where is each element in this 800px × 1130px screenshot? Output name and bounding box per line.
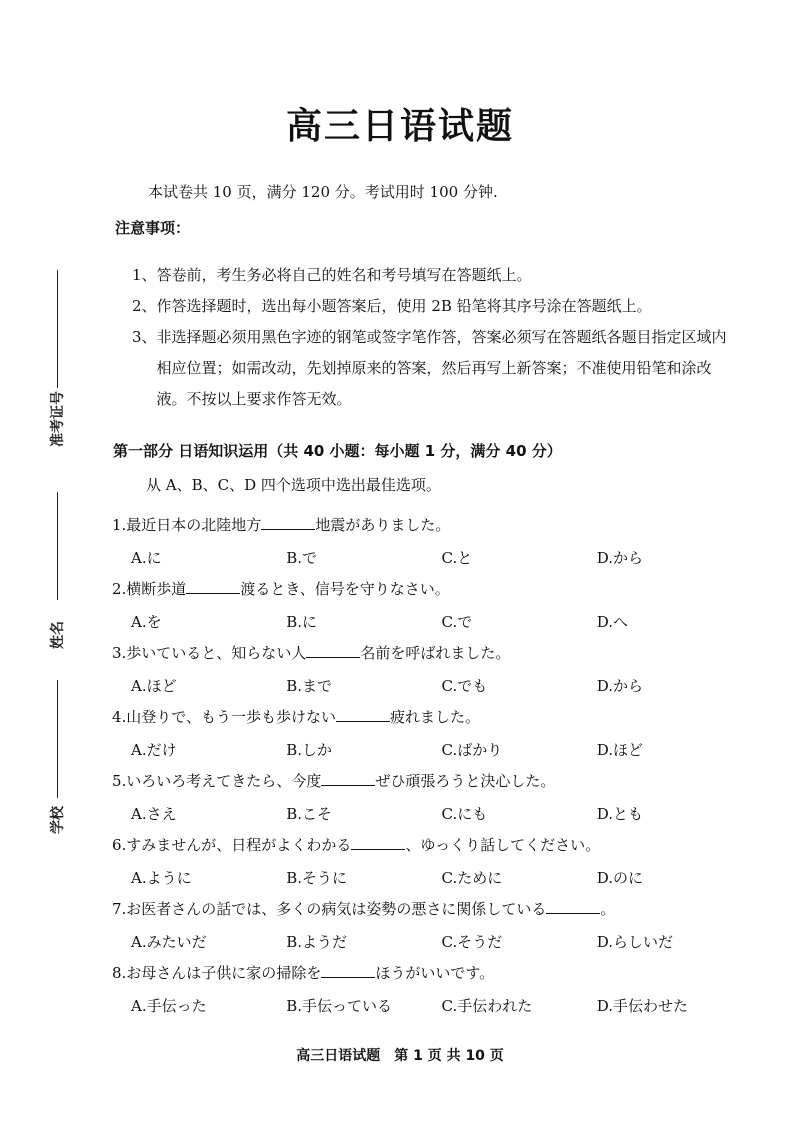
- option-c: C.で: [441, 613, 473, 631]
- option-d: D.らしいだ: [596, 933, 674, 951]
- option-b: B.そうに: [286, 869, 348, 887]
- option-row: [112, 734, 752, 766]
- question-stem-before: 5.いろいろ考えてきたら、今度: [112, 772, 322, 790]
- question-stem-after: ほうがいいです。: [375, 964, 495, 982]
- question-item: [112, 702, 752, 766]
- option-b: B.こそ: [286, 805, 333, 823]
- question-stem-after: 。: [600, 900, 616, 918]
- option-row: [112, 606, 752, 638]
- question-text: [112, 894, 752, 926]
- option-row: [112, 990, 752, 1022]
- question-text: [112, 574, 752, 606]
- option-c: C.ために: [441, 869, 503, 887]
- answer-blank: [351, 837, 405, 850]
- option-d: D.とも: [596, 805, 644, 823]
- option-a: A.だけ: [131, 741, 177, 759]
- question-text: [112, 702, 752, 734]
- option-d: D.手伝わせた: [596, 997, 689, 1015]
- option-d: D.のに: [596, 869, 644, 887]
- option-a: A.みたいだ: [131, 933, 207, 951]
- notice-item-text: 答卷前，考生务必将自己的姓名和考号填写在答题纸上。: [156, 266, 532, 284]
- answer-blank: [306, 645, 360, 658]
- option-row: [112, 670, 752, 702]
- notice-list: [132, 260, 732, 415]
- question-stem-after: 疲れました。: [390, 708, 481, 726]
- option-c: C.でも: [441, 677, 488, 695]
- option-b: B.で: [286, 549, 318, 567]
- section-title: 第一部分 日语知识运用（共 40 小题：每小题 1 分，满分 40 分）: [113, 442, 562, 460]
- option-a: A.に: [131, 549, 162, 567]
- option-row: [112, 542, 752, 574]
- option-b: B.手伝っている: [286, 997, 393, 1015]
- notice-item: [132, 291, 732, 322]
- question-item: [112, 958, 752, 1022]
- question-stem-before: 6.すみませんが、日程がよくわかる: [112, 836, 352, 854]
- option-c: C.にも: [441, 805, 488, 823]
- question-stem-after: 渡るとき、信号を守りなさい。: [240, 580, 450, 598]
- option-row: [112, 926, 752, 958]
- question-item: [112, 894, 752, 958]
- option-c: C.そうだ: [441, 933, 503, 951]
- option-c: C.手伝われた: [441, 997, 533, 1015]
- question-item: [112, 574, 752, 638]
- question-item: [112, 510, 752, 574]
- question-stem-before: 2.横断歩道: [112, 580, 187, 598]
- margin-line-school: [57, 680, 58, 798]
- question-text: [112, 638, 752, 670]
- question-item: [112, 638, 752, 702]
- question-list: [112, 510, 752, 1022]
- option-a: A.を: [131, 613, 162, 631]
- notice-item-number: 3、: [132, 328, 157, 346]
- option-b: B.に: [286, 613, 318, 631]
- option-a: A.手伝った: [131, 997, 207, 1015]
- question-stem-before: 3.歩いていると、知らない人: [112, 644, 307, 662]
- answer-blank: [261, 517, 315, 530]
- question-stem-before: 1.最近日本の北陸地方: [112, 516, 262, 534]
- question-text: [112, 830, 752, 862]
- option-c: C.ばかり: [441, 741, 503, 759]
- question-text: [112, 510, 752, 542]
- option-a: A.ほど: [131, 677, 177, 695]
- question-stem-before: 4.山登りで、もう一歩も歩けない: [112, 708, 337, 726]
- question-stem-after: 、ゆっくり話してください。: [405, 836, 601, 854]
- option-a: A.さえ: [131, 805, 177, 823]
- option-d: D.ほど: [596, 741, 644, 759]
- question-stem-before: 7.お医者さんの話では、多くの病気は姿勢の悪さに関係している: [112, 900, 547, 918]
- notice-item: [132, 322, 732, 415]
- option-d: D.へ: [596, 613, 629, 631]
- question-stem-before: 8.お母さんは子供に家の掃除を: [112, 964, 322, 982]
- option-a: A.ように: [131, 869, 192, 887]
- page-footer: 高三日语试题 第 1 页 共 10 页: [296, 1048, 504, 1064]
- notice-item-number: 2、: [132, 297, 157, 315]
- option-d: D.から: [596, 677, 644, 695]
- option-row: [112, 798, 752, 830]
- question-item: [112, 766, 752, 830]
- notice-item: [132, 260, 732, 291]
- margin-line-name: [57, 492, 58, 600]
- option-d: D.から: [596, 549, 644, 567]
- question-stem-after: 名前を呼ばれました。: [360, 644, 511, 662]
- notice-title: 注意事项：: [115, 219, 191, 237]
- answer-blank: [546, 901, 600, 914]
- option-b: B.まで: [286, 677, 333, 695]
- question-stem-after: ぜひ頑張ろうと決心した。: [375, 772, 556, 790]
- section-instruction: 从 A、B、C、D 四个选项中选出最佳选项。: [146, 476, 441, 494]
- margin-label-school: 学校: [50, 806, 66, 834]
- answer-blank: [321, 965, 375, 978]
- margin-label-name: 姓名: [50, 621, 66, 649]
- notice-item-text: 非选择题必须用黑色字迹的钢笔或签字笔作答，答案必须写在答题纸各题目指定区域内相应位置；如需改动，先划掉原来的答案，然后再写上新答案；不准使用铅笔和涂改液。不按以上要求作答无效。: [156, 328, 727, 408]
- question-text: [112, 958, 752, 990]
- option-c: C.と: [441, 549, 473, 567]
- question-item: [112, 830, 752, 894]
- margin-label-exam-number: 准考证号: [50, 391, 66, 447]
- answer-blank: [336, 709, 390, 722]
- question-text: [112, 766, 752, 798]
- page-title: 高三日语试题: [285, 106, 514, 147]
- exam-info: 本试卷共 10 页，满分 120 分。考试用时 100 分钟.: [148, 183, 498, 201]
- notice-item-number: 1、: [132, 266, 157, 284]
- question-stem-after: 地震がありました。: [315, 516, 451, 534]
- option-row: [112, 862, 752, 894]
- answer-blank: [321, 773, 375, 786]
- notice-item-text: 作答选择题时，选出每小题答案后，使用 2B 铅笔将其序号涂在答题纸上。: [156, 297, 652, 315]
- margin-line-exam-number: [57, 270, 58, 388]
- answer-blank: [186, 581, 240, 594]
- option-b: B.しか: [286, 741, 333, 759]
- option-b: B.ようだ: [286, 933, 348, 951]
